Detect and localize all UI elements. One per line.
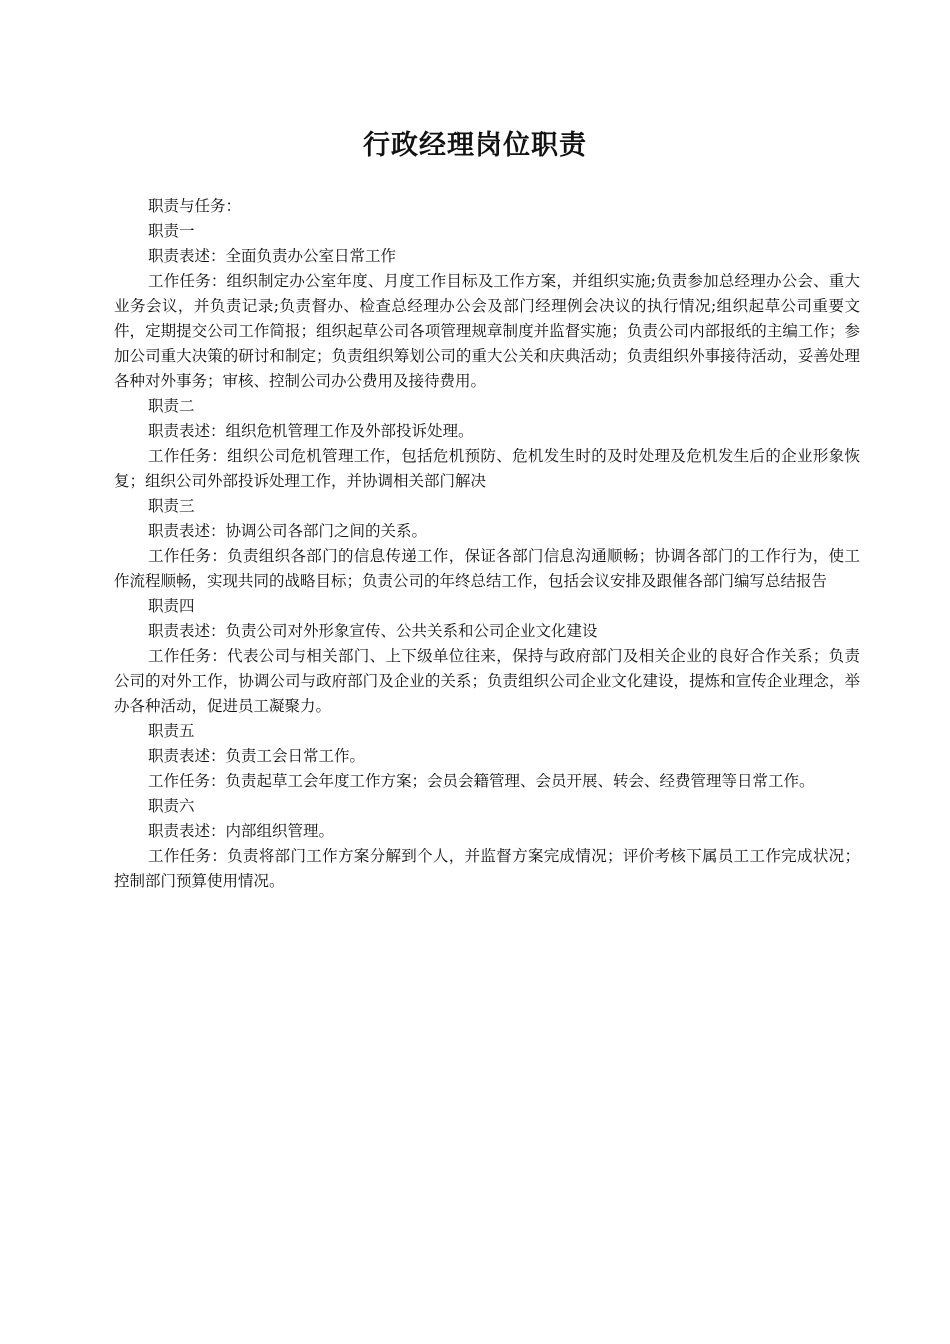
duty-heading-5: 职责五 [148,722,195,740]
document-title: 行政经理岗位职责 [363,130,587,161]
duty-heading-4: 职责四 [148,597,195,615]
duty-tasks-2: 工作任务：组织公司危机管理工作，包括危机预防、危机发生时的及时处理及危机发生后的企业形象恢复；组织公司外部投诉处理工作，并协调相关部门解决 [114,447,860,490]
document-body [114,194,860,894]
duty-description-4: 职责表述：负责公司对外形象宣传、公共关系和公司企业文化建设 [148,622,598,640]
duty-tasks-3: 工作任务：负责组织各部门的信息传递工作，保证各部门信息沟通顺畅；协调各部门的工作行为，使工作流程顺畅，实现共同的战略目标；负责公司的年终总结工作，包括会议安排及跟催各部门编写总结报告 [114,547,860,590]
duty-tasks-4: 工作任务：代表公司与相关部门、上下级单位往来，保持与政府部门及相关企业的良好合作关系；负责公司的对外工作，协调公司与政府部门及企业的关系；负责组织公司企业文化建设，提炼和宣传企业理念，举办各种活动，促进员工凝聚力。 [114,647,860,715]
duty-tasks-6: 工作任务：负责将部门工作方案分解到个人，并监督方案完成情况；评价考核下属员工工作完成状况；控制部门预算使用情况。 [114,847,860,890]
section-heading-duties-tasks: 职责与任务： [148,197,242,215]
duty-description-3: 职责表述：协调公司各部门之间的关系。 [148,522,428,540]
duty-description-6: 职责表述：内部组织管理。 [148,822,335,840]
duty-tasks-5: 工作任务：负责起草工会年度工作方案；会员会籍管理、会员开展、转会、经费管理等日常工作。 [148,772,815,790]
duty-heading-3: 职责三 [148,497,195,515]
duty-heading-2: 职责二 [148,397,195,415]
duty-heading-6: 职责六 [148,797,195,815]
duty-tasks-1: 工作任务：组织制定办公室年度、月度工作目标及工作方案，并组织实施;负责参加总经理办公会、重大业务会议，并负责记录;负责督办、检查总经理办公会及部门经理例会决议的执行情况;组织起草公司重要文件，定期提交公司工作简报；组织起草公司各项管理规章制度并监督实施；负责公司内部报纸的主编工作；参加公司重大决策的研讨和制定；负责组织筹划公司的重大公关和庆典活动；负责组织外事接待活动，妥善处理各种对外事务；审核、控制公司办公费用及接待费用。 [114,272,860,390]
duty-heading-1: 职责一 [148,222,195,240]
duty-description-2: 职责表述：组织危机管理工作及外部投诉处理。 [148,422,474,440]
duty-description-5: 职责表述：负责工会日常工作。 [148,747,366,765]
duty-description-1: 职责表述：全面负责办公室日常工作 [148,247,397,265]
